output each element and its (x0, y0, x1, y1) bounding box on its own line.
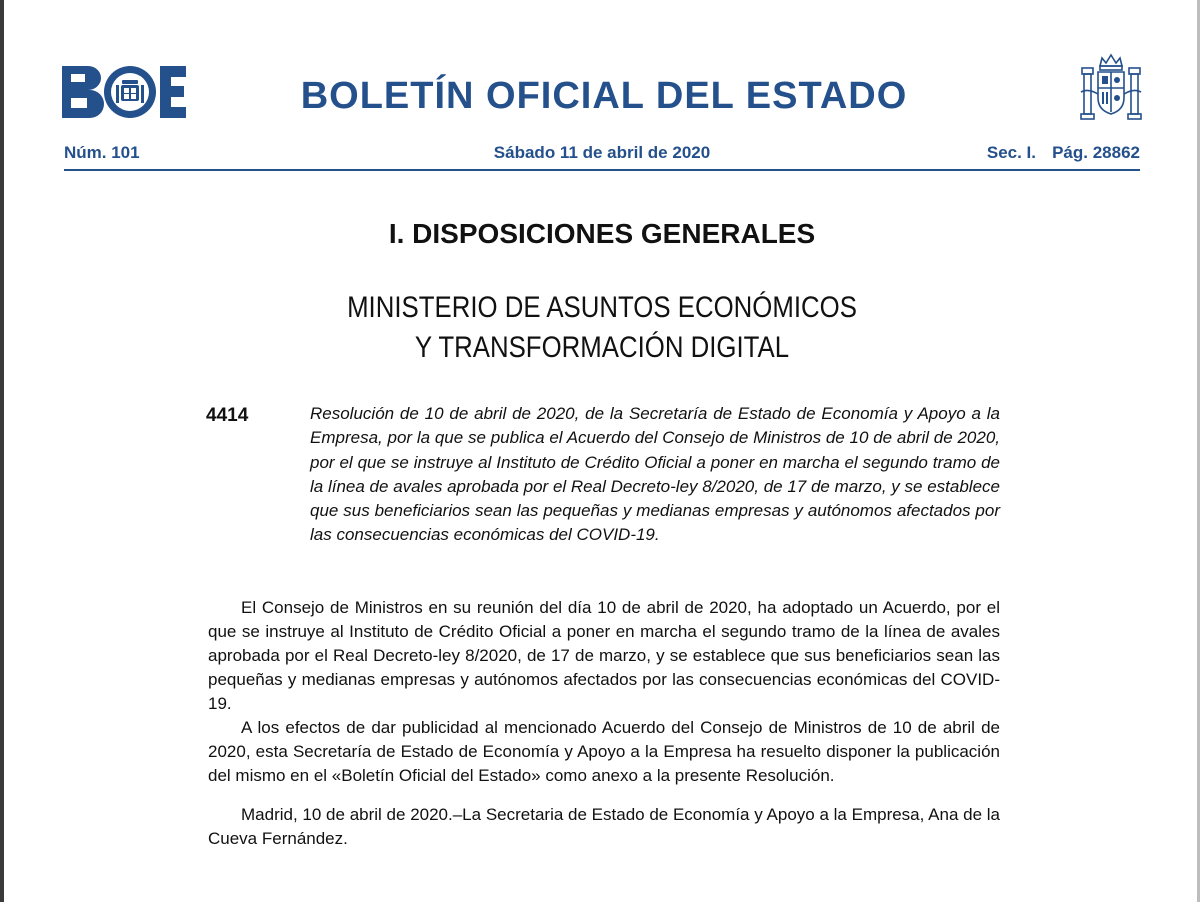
body-paragraph-2: A los efectos de dar publicidad al mencionado Acuerdo del Consejo de Ministros de 10 de abril de 2020, esta Secretaría de Estado de Economía y Apoyo a la Empresa ha resuelto disponer la publicación del mismo en el «Boletín Oficial del Estado» como anexo a la presente Resolución. (208, 718, 1000, 785)
resolution-title: Resolución de 10 de abril de 2020, de la Secretaría de Estado de Economía y Apoyo a la Empresa, por la que se publica el Acuerdo del Consejo de Ministros de 10 de abril de 2020, por el que se instruye al Instituto de Crédito Oficial a poner en marcha el segundo tramo de la línea de avales aprobada por el Real Decreto-ley 8/2020, de 17 de marzo, y se establece que sus beneficiarios sean las pequeñas y medianas empresas y autónomos afectados por las consecuencias económicas del COVID-19. (310, 404, 1000, 545)
ministry-line-1: MINISTERIO DE ASUNTOS ECONÓMICOS (347, 291, 857, 324)
spanish-coat-of-arms-icon (1078, 52, 1144, 126)
ministry-heading (139, 288, 1064, 368)
issue-info-row (64, 143, 1140, 165)
bulletin-title: BOLETÍN OFICIAL DEL ESTADO (300, 75, 908, 117)
issue-number: Núm. 101 (64, 143, 140, 162)
header-divider (64, 169, 1140, 171)
ministry-line-2: Y TRANSFORMACIÓN DIGITAL (414, 331, 790, 364)
signature-paragraph: Madrid, 10 de abril de 2020.–La Secretaria de Estado de Economía y Apoyo a la Empresa, Ana de la Cueva Fernández. (208, 805, 1000, 848)
body-paragraph-1: El Consejo de Ministros en su reunión del día 10 de abril de 2020, ha adoptado un Acuerdo, por el que se instruye al Instituto de Crédito Oficial a poner en marcha el segundo tramo de la línea de avales aprobada por el Real Decreto-ley 8/2020, de 17 de marzo, y se establece que sus beneficiarios sean las pequeñas y medianas empresas y autónomos afectados por las consecuencias económicas del COVID-19. (208, 598, 1000, 713)
issue-section: Sec. I. (986, 143, 1036, 162)
boe-logo (62, 66, 186, 118)
viewer-left-edge (0, 0, 4, 902)
resolution-number: 4414 (206, 405, 249, 426)
issue-page: Pág. 28862 (1052, 143, 1140, 162)
section-heading: I. DISPOSICIONES GENERALES (388, 218, 816, 249)
resolution-body (208, 596, 1000, 851)
issue-date: Sábado 11 de abril de 2020 (493, 143, 711, 162)
